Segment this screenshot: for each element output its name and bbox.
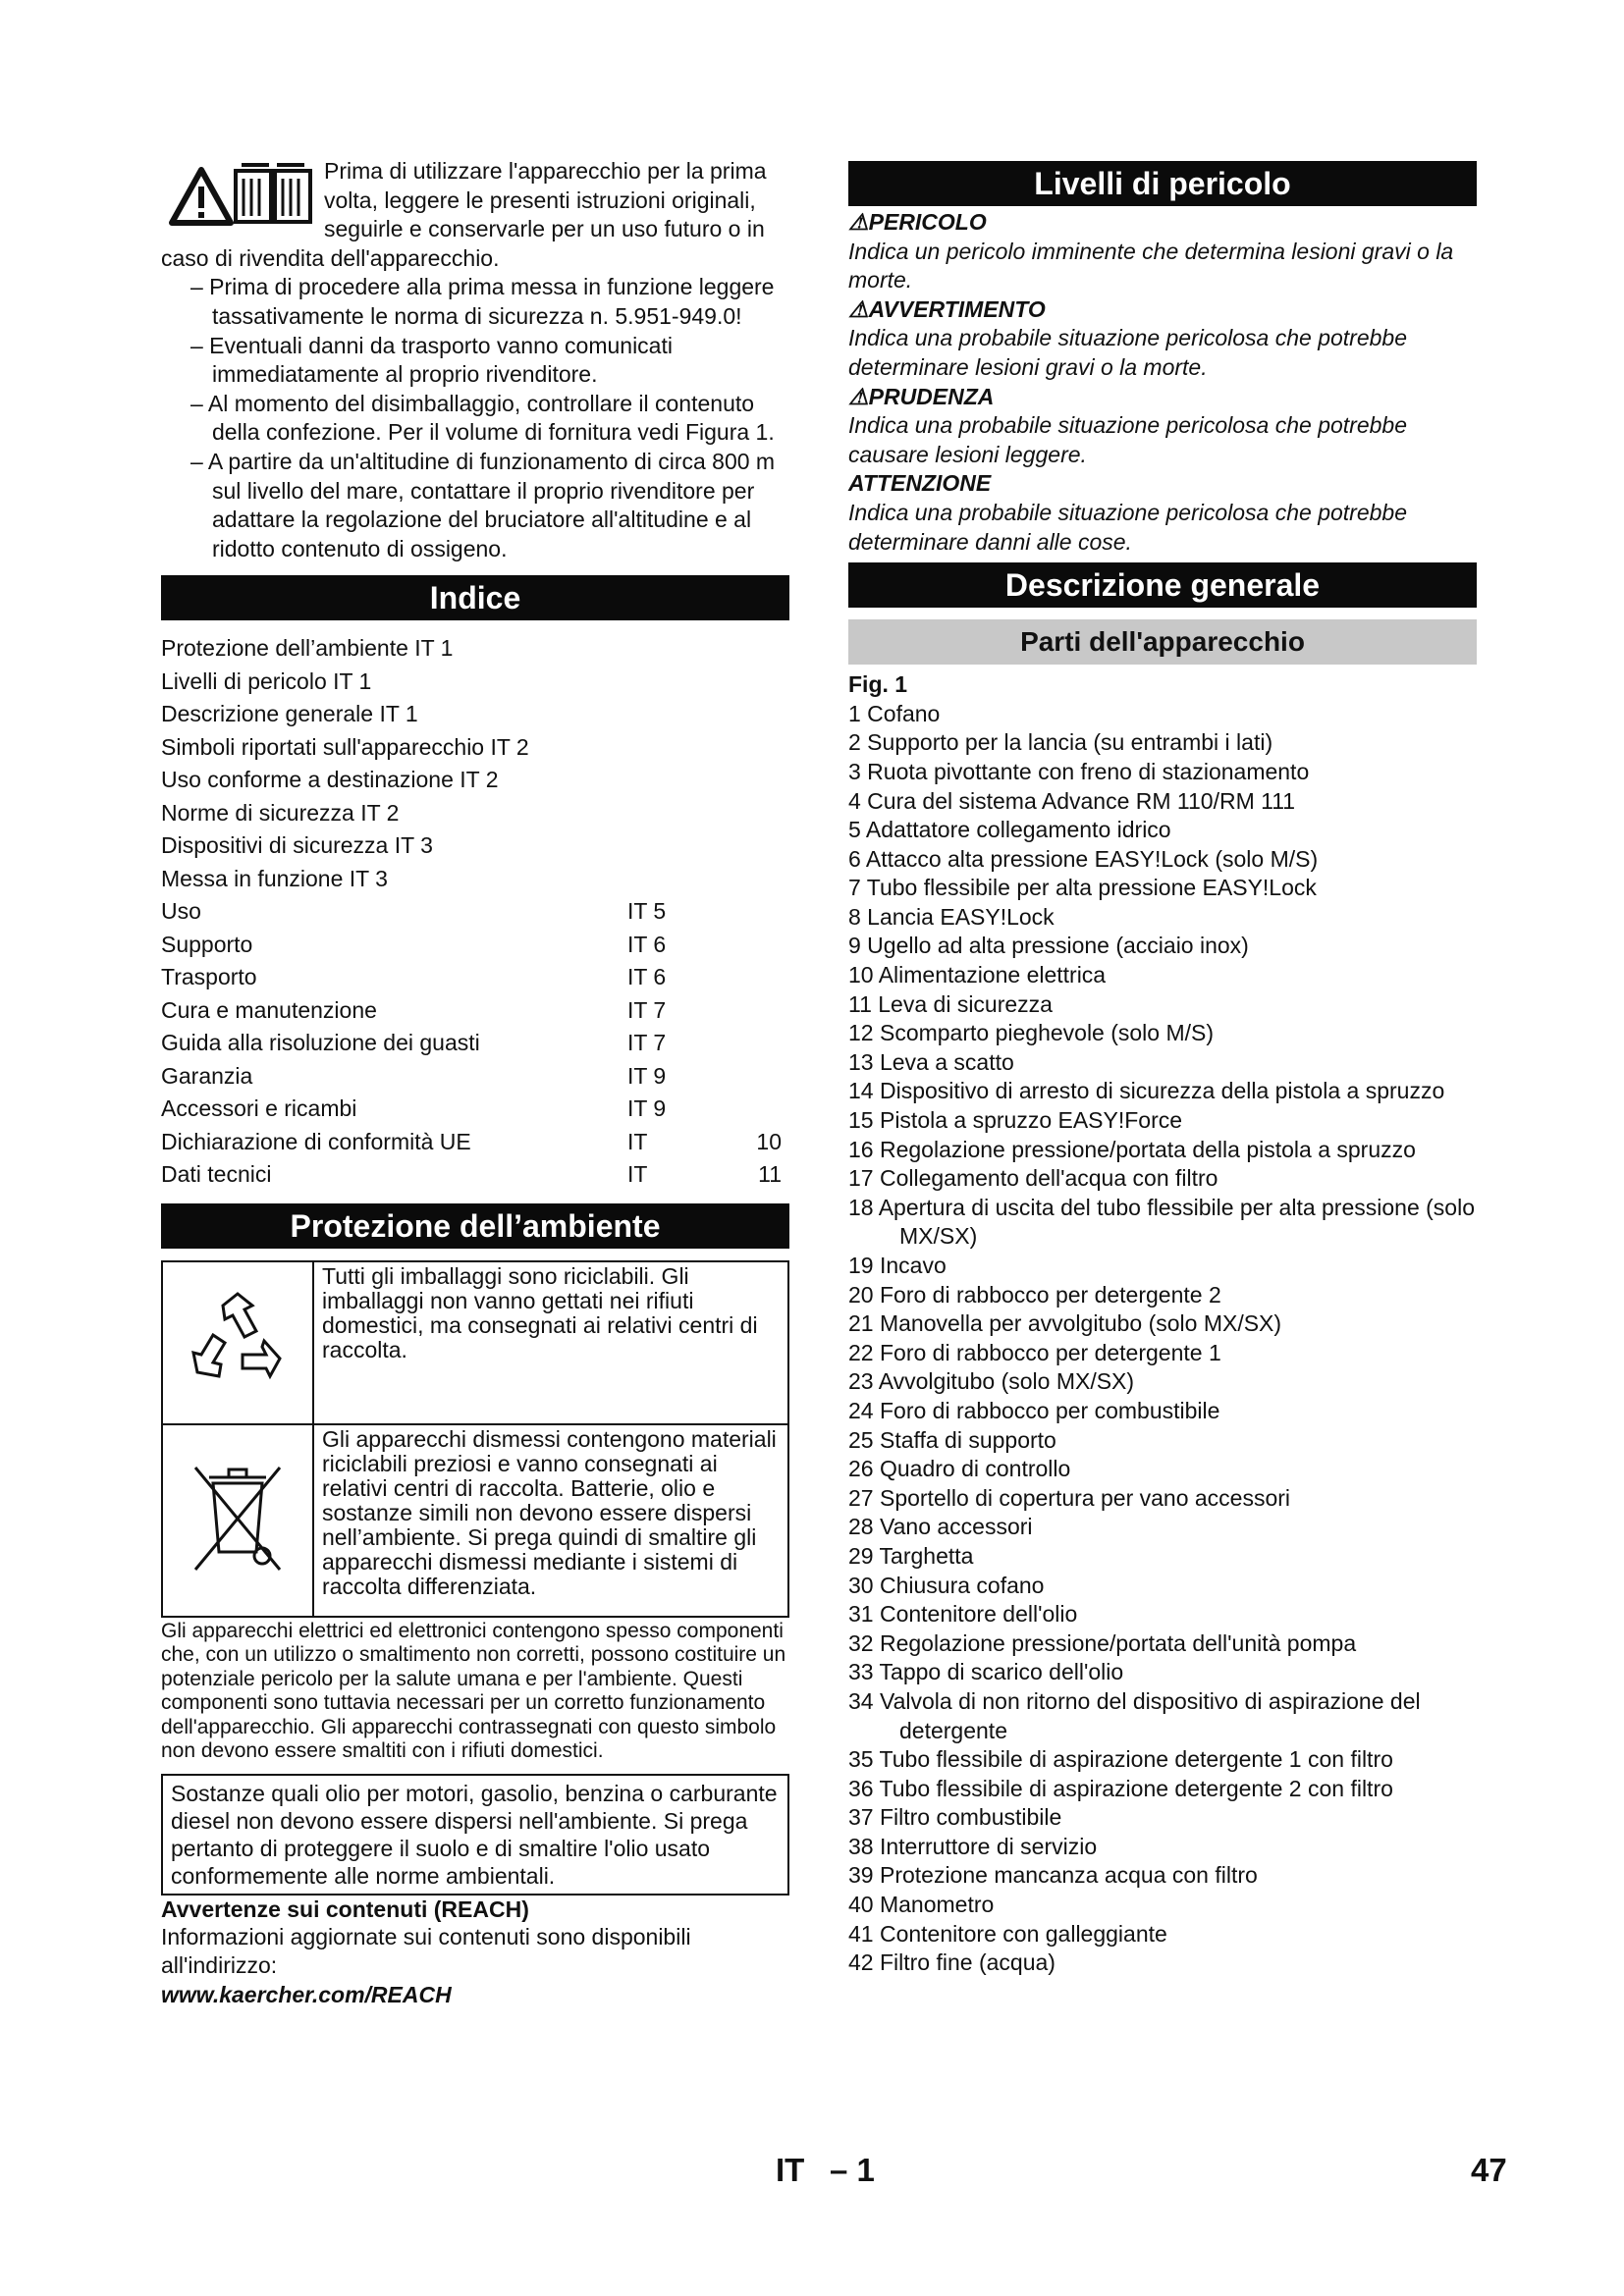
weee-paragraph: Gli apparecchi elettrici ed elettronici contengono spesso componenti che, con un utilizzo o smaltimento non corretti, possono costituire un potenziale pericolo per la salute umana e per l'ambiente. Questi componenti sono tuttavia necessari per un corretto funzionamento dell'apparecchio. Gli apparecchi contrassegnati con questo simbolo non devono essere smaltiti con i rifiuti domestici. — [161, 1619, 786, 1763]
part-item: 29 Targhetta — [848, 1542, 974, 1569]
intro-paragraph: Prima di utilizzare l'apparecchio per la prima volta, leggere le presenti istruzioni originali, seguirle e conservarle per un uso futuro o in caso di rivendita dell'apparecchio. — [161, 158, 767, 271]
part-item: 7 Tubo flessibile per alta pressione EASY!Lock — [848, 875, 1317, 901]
warning-level-name: ⚠AVVERTIMENTO — [848, 295, 1046, 322]
intro-bullet: – A partire da un'altitudine di funzionamento di circa 800 m sul livello del mare, contattare il proprio rivenditore per adattare la regolazione del bruciatore all'altitudine e al ridotto contenuto di ossigeno. — [190, 448, 776, 561]
part-item: 31 Contenitore dell'olio — [848, 1601, 1078, 1628]
part-item: 24 Foro di rabbocco per combustibile — [848, 1397, 1220, 1423]
index-entry[interactable]: Supporto IT 6 — [161, 931, 667, 957]
weee-icon-cell — [162, 1424, 313, 1617]
index-entry[interactable]: Trasporto IT 6 — [161, 964, 667, 990]
part-item: 18 Apertura di uscita del tubo flessibile per alta pressione (solo MX/SX) — [848, 1194, 1475, 1250]
environment-heading: Protezione dell’ambiente — [161, 1203, 789, 1249]
figure-label: Fig. 1 — [848, 671, 908, 698]
part-item: 42 Filtro fine (acqua) — [848, 1949, 1056, 1976]
reach-link[interactable]: www.kaercher.com/REACH — [161, 1982, 452, 2007]
part-item: 3 Ruota pivottante con freno di stazionamento — [848, 758, 1310, 784]
intro-bullet: – Eventuali danni da trasporto vanno comunicati immediatamente al proprio rivenditore. — [190, 332, 673, 388]
part-item: 17 Collegamento dell'acqua con filtro — [848, 1165, 1218, 1192]
part-item: 20 Foro di rabbocco per detergente 2 — [848, 1281, 1221, 1308]
danger-levels-heading: Livelli di pericolo — [848, 161, 1477, 206]
disposal-text: Gli apparecchi dismessi contengono materiali riciclabili preziosi e vanno consegnati ai relativi centri di raccolta. Batterie, olio e sostanze simili non devono essere dispersi nell’ambiente. Si prega quindi di smaltire gli apparecchi dismessi mediante i sistemi di raccolta differenziata. — [313, 1424, 788, 1617]
part-item: 40 Manometro — [848, 1892, 995, 1918]
part-item: 4 Cura del sistema Advance RM 110/RM 111 — [848, 787, 1296, 814]
part-item: 30 Chiusura cofano — [848, 1572, 1045, 1598]
device-parts-subheading: Parti dell'apparecchio — [848, 619, 1477, 665]
index-entry[interactable]: Uso conforme a destinazione IT 2 — [161, 767, 499, 793]
intro-bullet: – Prima di procedere alla prima messa in funzione leggere tassativamente le norma di sicurezza n. 5.951-949.0! — [190, 274, 775, 329]
part-item: 10 Alimentazione elettrica — [848, 962, 1107, 988]
part-item: 38 Interruttore di servizio — [848, 1833, 1098, 1859]
index-heading: Indice — [161, 575, 789, 620]
part-item: 22 Foro di rabbocco per detergente 1 — [848, 1339, 1221, 1365]
attention-level-name: ATTENZIONE — [848, 470, 992, 497]
right-column — [848, 157, 1477, 1978]
index-entry[interactable]: Guida alla risoluzione dei guasti IT 7 — [161, 1030, 667, 1056]
part-item: 21 Manovella per avvolgitubo (solo MX/SX) — [848, 1310, 1282, 1337]
crossed-bin-icon — [184, 1454, 292, 1581]
index-entry[interactable]: Cura e manutenzione IT 7 — [161, 996, 667, 1023]
part-item: 2 Supporto per la lancia (su entrambi i lati) — [848, 729, 1273, 756]
caution-level-desc: Indica una probabile situazione pericolosa che potrebbe causare lesioni leggere. — [848, 412, 1408, 467]
part-item: 15 Pistola a spruzzo EASY!Force — [848, 1107, 1183, 1134]
part-item: 41 Contenitore con galleggiante — [848, 1920, 1167, 1947]
part-item: 26 Quadro di controllo — [848, 1456, 1071, 1482]
parts-list — [848, 700, 1477, 1978]
recycle-text: Tutti gli imballaggi sono riciclabili. Gli imballaggi non vanno gettati nei rifiuti domestici, ma consegnati ai relativi centri di raccolta. — [313, 1261, 788, 1424]
general-description-heading: Descrizione generale — [848, 562, 1477, 608]
index-entry[interactable]: Messa in funzione IT 3 — [161, 865, 388, 891]
index-entry[interactable]: Uso IT 5 — [161, 898, 667, 925]
part-item: 37 Filtro combustibile — [848, 1804, 1062, 1831]
part-item: 19 Incavo — [848, 1253, 947, 1278]
index-entry[interactable]: Dispositivi di sicurezza IT 3 — [161, 832, 433, 859]
recycle-icon-cell — [162, 1261, 313, 1424]
part-item: 13 Leva a scatto — [848, 1048, 1014, 1075]
part-item: 32 Regolazione pressione/portata dell'unità pompa — [848, 1629, 1357, 1656]
index-list — [161, 632, 789, 1192]
part-item: 6 Attacco alta pressione EASY!Lock (solo M/S) — [848, 845, 1319, 872]
reach-text: Informazioni aggiornate sui contenuti sono disponibili all'indirizzo: — [161, 1923, 691, 1979]
part-item: 1 Cofano — [848, 700, 941, 726]
footer-section-number: – 1 — [830, 2152, 875, 2188]
part-item: 35 Tubo flessibile di aspirazione detergente 1 con filtro — [848, 1746, 1393, 1773]
index-entry[interactable]: Accessori e ricambi IT 9 — [161, 1095, 667, 1122]
part-item: 5 Adattatore collegamento idrico — [848, 817, 1171, 843]
index-entry[interactable]: Dichiarazione di conformità UE IT 10 — [161, 1128, 782, 1154]
recycle-icon — [184, 1286, 292, 1394]
part-item: 23 Avvolgitubo (solo MX/SX) — [848, 1368, 1135, 1395]
danger-level-desc: Indica un pericolo imminente che determina lesioni gravi o la morte. — [848, 238, 1454, 294]
part-item: 27 Sportello di copertura per vano accessori — [848, 1484, 1291, 1511]
warning-icon — [169, 167, 234, 226]
part-item: 16 Regolazione pressione/portata della pistola a spruzzo — [848, 1136, 1416, 1162]
part-item: 34 Valvola di non ritorno del dispositivo di aspirazione del detergente — [848, 1687, 1421, 1743]
part-item: 28 Vano accessori — [848, 1514, 1033, 1540]
danger-level-name: ⚠PERICOLO — [848, 209, 987, 235]
left-column — [161, 157, 789, 2010]
environment-table — [161, 1260, 789, 1618]
oil-notice-box: Sostanze quali olio per motori, gasolio, benzina o carburante diesel non devono essere dispersi nell'ambiente. Si prega pertanto di proteggere il suolo e di smaltire l'olio usato conformemente alle norme ambientali. — [161, 1774, 789, 1896]
part-item: 8 Lancia EASY!Lock — [848, 903, 1055, 930]
part-item: 14 Dispositivo di arresto di sicurezza della pistola a spruzzo — [848, 1078, 1445, 1104]
index-entry[interactable]: Garanzia IT 9 — [161, 1062, 667, 1089]
intro-section — [161, 157, 789, 563]
index-entry[interactable]: Descrizione generale IT 1 — [161, 701, 418, 727]
intro-bullet: – Al momento del disimballaggio, controllare il contenuto della confezione. Per il volume di fornitura vedi Figura 1. — [190, 390, 775, 446]
warning-level-desc: Indica una probabile situazione pericolosa che potrebbe determinare lesioni gravi o la morte. — [848, 325, 1408, 380]
part-item: 39 Protezione mancanza acqua con filtro — [848, 1862, 1258, 1889]
index-entry[interactable]: Simboli riportati sull'apparecchio IT 2 — [161, 733, 529, 760]
index-entry[interactable]: Dati tecnici IT 11 — [161, 1161, 782, 1188]
index-entry[interactable]: Norme di sicurezza IT 2 — [161, 799, 400, 826]
part-item: 12 Scomparto pieghevole (solo M/S) — [848, 1020, 1215, 1046]
danger-levels-list — [848, 208, 1477, 557]
caution-level-name: ⚠PRUDENZA — [848, 383, 995, 409]
reach-heading: Avvertenze sui contenuti (REACH) — [161, 1896, 529, 1922]
part-item: 9 Ugello ad alta pressione (acciaio inox) — [848, 933, 1249, 959]
intro-icons — [161, 157, 318, 228]
part-item: 25 Staffa di supporto — [848, 1426, 1056, 1453]
part-item: 36 Tubo flessibile di aspirazione detergente 2 con filtro — [848, 1775, 1393, 1801]
part-item: 11 Leva di sicurezza — [848, 990, 1053, 1017]
part-item: 33 Tappo di scarico dell'olio — [848, 1659, 1124, 1685]
manual-book-icon — [232, 161, 314, 226]
footer-page-number: 47 — [1471, 2152, 1507, 2188]
attention-level-desc: Indica una probabile situazione pericolosa che potrebbe determinare danni alle cose. — [848, 499, 1408, 555]
index-entry[interactable]: Livelli di pericolo IT 1 — [161, 667, 372, 694]
index-entry[interactable]: Protezione dell’ambiente IT 1 — [161, 635, 454, 662]
footer-language: IT — [776, 2152, 805, 2188]
